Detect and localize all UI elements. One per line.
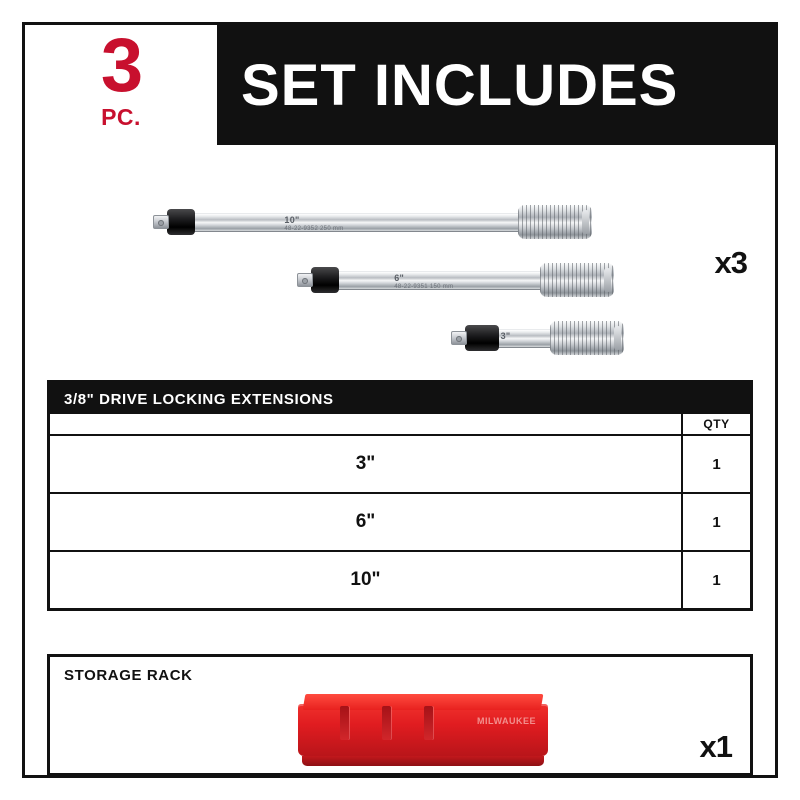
parts-table xyxy=(47,380,753,611)
shaft-etch-sub: 48-22-9352 250 mm xyxy=(284,225,344,232)
rack-clip xyxy=(340,706,349,740)
rack-body xyxy=(298,704,548,756)
chrome-shaft xyxy=(496,329,554,348)
extension-10in-image xyxy=(153,205,592,239)
shaft-etching xyxy=(500,330,511,342)
shaft-etching xyxy=(284,214,344,233)
rack-clip xyxy=(424,706,433,740)
shaft-etching xyxy=(394,272,454,291)
page-title: SET INCLUDES xyxy=(241,52,679,118)
row-description: 3" xyxy=(50,435,682,493)
storage-rack-image xyxy=(298,694,548,766)
product-image-group xyxy=(25,145,775,377)
header-bar xyxy=(217,25,775,145)
shaft-etch-size: 6" xyxy=(394,272,405,283)
storage-rack-title: STORAGE RACK xyxy=(64,667,193,684)
row-description: 6" xyxy=(50,493,682,551)
table-row xyxy=(50,493,750,551)
shaft-etch-size: 10" xyxy=(284,214,300,225)
shaft-etch-sub: 48-22-9351 150 mm xyxy=(394,283,454,290)
square-drive-tang-icon xyxy=(451,331,467,345)
row-description: 10" xyxy=(50,551,682,608)
row-qty: 1 xyxy=(682,551,750,608)
row-qty: 1 xyxy=(682,493,750,551)
table-row xyxy=(50,435,750,493)
storage-rack-quantity: x1 xyxy=(699,729,732,764)
rack-brand-label: MILWAUKEE xyxy=(476,716,536,726)
row-qty: 1 xyxy=(682,435,750,493)
rack-foot xyxy=(302,756,544,766)
table-title: 3/8" DRIVE LOCKING EXTENSIONS xyxy=(50,383,750,414)
locking-collar xyxy=(311,267,339,293)
piece-count-label: PC. xyxy=(101,103,141,130)
square-drive-tang-icon xyxy=(153,215,169,229)
quantity-multiplier: x3 xyxy=(714,245,747,280)
locking-collar xyxy=(167,209,195,235)
extension-3in-image xyxy=(451,321,624,355)
square-drive-tang-icon xyxy=(297,273,313,287)
content-frame xyxy=(22,22,778,778)
table-header-row xyxy=(50,414,750,435)
extension-6in-image xyxy=(297,263,614,297)
locking-collar xyxy=(465,325,499,351)
header xyxy=(25,25,775,145)
storage-rack-section xyxy=(47,654,753,776)
knurled-socket-end xyxy=(540,263,614,297)
rack-top-rail xyxy=(303,694,544,710)
rack-clip xyxy=(382,706,391,740)
table-row xyxy=(50,551,750,608)
chrome-shaft xyxy=(336,271,544,290)
knurled-socket-end xyxy=(550,321,624,355)
piece-count-number: 3 xyxy=(100,23,142,109)
table-header-qty: QTY xyxy=(682,414,750,435)
parts-table-grid xyxy=(50,414,750,608)
chrome-shaft xyxy=(192,213,522,232)
shaft-etch-size: 3" xyxy=(500,330,511,341)
table-header-description xyxy=(50,414,682,435)
piece-count-badge xyxy=(25,25,217,145)
knurled-socket-end xyxy=(518,205,592,239)
